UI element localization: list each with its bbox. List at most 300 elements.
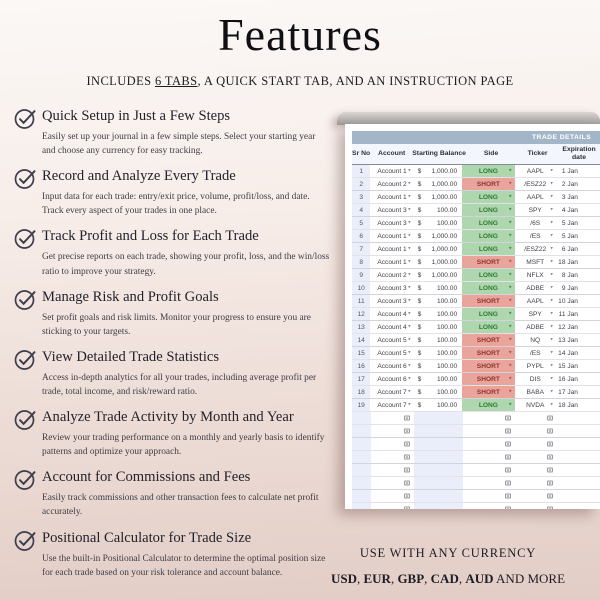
empty-dropdown-chip[interactable] <box>505 481 511 486</box>
dropdown-caret-icon <box>507 482 509 484</box>
check-circle-icon-wrap <box>13 288 42 339</box>
empty-dropdown-chip[interactable] <box>505 494 511 499</box>
dropdown-arrow-icon: ▾ <box>550 349 553 356</box>
subtitle-prefix: INCLUDES <box>86 74 155 88</box>
dropdown-arrow-icon: ▾ <box>509 310 512 317</box>
feature-text <box>42 227 337 278</box>
balance-value: 100.00 <box>436 388 458 396</box>
check-circle-icon <box>13 467 37 491</box>
ticker-select[interactable] <box>515 425 557 437</box>
account-select[interactable] <box>370 269 413 281</box>
feature-description: Access in-depth analytics for all your trades, including average profit per trade, total income, and risk/reward ratio. <box>42 372 317 397</box>
ticker-select[interactable] <box>515 334 556 346</box>
cell-expiration-date: 2 Jan <box>561 180 578 188</box>
currency-symbol: $ <box>417 297 422 305</box>
account-select[interactable] <box>371 425 415 437</box>
table-row-empty <box>352 451 600 464</box>
ticker-select[interactable] <box>515 399 556 411</box>
cell-expiration-date: 14 Jan <box>558 349 578 357</box>
cell-starting-balance <box>414 295 463 307</box>
side-select[interactable] <box>463 425 516 437</box>
account-value: Account 7 <box>377 388 407 396</box>
ticker-select[interactable] <box>515 412 557 424</box>
feature-item <box>13 227 337 278</box>
cell-expiration-date: 9 Jan <box>561 284 578 292</box>
account-select[interactable] <box>371 451 415 463</box>
balance-value: 1,000.00 <box>431 245 458 253</box>
dropdown-arrow-icon: ▾ <box>408 258 411 265</box>
currency-symbol: $ <box>417 284 422 292</box>
features-list <box>13 107 337 589</box>
currency-code-segment: USD <box>330 571 357 586</box>
empty-dropdown-chip[interactable] <box>505 442 511 447</box>
account-value: Account 6 <box>377 375 407 383</box>
side-select[interactable] <box>462 217 514 229</box>
check-circle-icon-wrap <box>13 468 42 519</box>
side-value: SHORT <box>476 388 500 396</box>
dropdown-caret-icon <box>507 456 509 458</box>
cell-starting-balance <box>414 282 463 294</box>
dropdown-arrow-icon: ▾ <box>550 310 553 317</box>
dropdown-arrow-icon: ▾ <box>509 362 512 369</box>
feature-description: Get precise reports on each trade, showing your profit, loss, and the win/loss ratio to improve your strategy. <box>42 252 330 277</box>
ticker-value: AAPL <box>526 167 544 175</box>
ticker-select[interactable] <box>515 321 556 333</box>
account-select[interactable] <box>370 321 413 333</box>
table-header-row <box>352 144 600 165</box>
cell-sr-no <box>352 451 371 463</box>
dropdown-arrow-icon: ▾ <box>408 219 411 226</box>
ticker-value: /ES <box>529 349 541 357</box>
dropdown-arrow-icon: ▾ <box>408 180 411 187</box>
balance-value: 100.00 <box>436 206 458 214</box>
dropdown-arrow-icon: ▾ <box>509 245 512 252</box>
side-select[interactable] <box>462 295 514 307</box>
account-value: Account 1 <box>377 167 407 175</box>
balance-value: 100.00 <box>436 284 458 292</box>
dropdown-arrow-icon: ▾ <box>408 206 411 213</box>
balance-value: 100.00 <box>436 349 458 357</box>
currency-symbol: $ <box>417 388 422 396</box>
side-select[interactable] <box>462 373 514 385</box>
side-select[interactable] <box>462 386 514 398</box>
dropdown-arrow-icon: ▾ <box>509 167 512 174</box>
empty-dropdown-chip[interactable] <box>505 507 511 510</box>
check-circle-icon-wrap <box>13 167 42 218</box>
table-row <box>352 321 600 334</box>
dropdown-arrow-icon: ▾ <box>550 388 553 395</box>
cell-expiration-date <box>557 451 600 463</box>
footer-currency-codes <box>303 571 593 587</box>
cell-sr-no: 16 <box>352 360 370 372</box>
ticker-select[interactable] <box>515 191 556 203</box>
cell-starting-balance <box>414 425 462 437</box>
ticker-select[interactable] <box>515 243 556 255</box>
account-select[interactable] <box>370 308 413 320</box>
side-select[interactable] <box>462 399 514 411</box>
empty-dropdown-chip[interactable] <box>505 416 511 421</box>
ticker-select[interactable] <box>515 282 556 294</box>
cell-sr-no: 13 <box>352 321 370 333</box>
dropdown-arrow-icon: ▾ <box>408 375 411 382</box>
dropdown-arrow-icon: ▾ <box>550 219 553 226</box>
ticker-value: SPY <box>528 206 542 214</box>
empty-dropdown-chip[interactable] <box>547 494 553 499</box>
cell-starting-balance <box>414 412 462 424</box>
ticker-select[interactable] <box>515 464 557 476</box>
feature-text <box>42 348 337 399</box>
trade-details-label: TRADE DETAILS <box>532 134 592 141</box>
account-value: Account 3 <box>377 297 407 305</box>
ticker-select[interactable] <box>515 477 557 489</box>
ticker-select[interactable] <box>515 178 556 190</box>
cell-starting-balance <box>414 217 463 229</box>
ticker-value: SPY <box>528 310 542 318</box>
cell-sr-no: 6 <box>352 230 370 242</box>
table-row <box>352 269 600 282</box>
ticker-value: /6S <box>530 219 541 227</box>
feature-description: Set profit goals and risk limits. Monitor your progress to ensure you are sticking to your targets. <box>42 312 311 337</box>
feature-title: Quick Setup in Just a Few Steps <box>42 108 231 124</box>
check-circle-icon-wrap <box>13 348 42 399</box>
side-select[interactable] <box>463 503 516 509</box>
side-select[interactable] <box>462 256 514 268</box>
account-select[interactable] <box>370 217 413 229</box>
cell-expiration-date: 3 Jan <box>561 193 578 201</box>
empty-dropdown-chip[interactable] <box>404 455 410 460</box>
dropdown-arrow-icon: ▾ <box>408 336 411 343</box>
ticker-select[interactable] <box>515 217 556 229</box>
dropdown-arrow-icon: ▾ <box>509 297 512 304</box>
ticker-select[interactable] <box>515 230 556 242</box>
ticker-select[interactable] <box>515 360 556 372</box>
account-value: Account 2 <box>377 271 407 279</box>
dropdown-arrow-icon: ▾ <box>550 375 553 382</box>
side-value: LONG <box>478 271 498 279</box>
feature-title: Analyze Trade Activity by Month and Year <box>42 409 294 426</box>
side-select[interactable] <box>462 308 514 320</box>
cell-sr-no <box>352 425 371 437</box>
side-value: SHORT <box>476 180 500 188</box>
column-header-expiration-date: Expiration date <box>562 146 596 161</box>
cell-starting-balance <box>414 464 462 476</box>
account-select[interactable] <box>371 503 415 509</box>
check-circle-icon <box>13 287 37 311</box>
dropdown-arrow-icon: ▾ <box>550 271 553 278</box>
side-select[interactable] <box>462 334 514 346</box>
cell-sr-no: 4 <box>352 204 370 216</box>
cell-starting-balance <box>414 269 463 281</box>
ticker-select[interactable] <box>515 503 557 509</box>
ticker-value: BABA <box>526 388 545 396</box>
dropdown-arrow-icon: ▾ <box>509 323 512 330</box>
side-value: SHORT <box>476 258 500 266</box>
currency-symbol: $ <box>417 219 422 227</box>
cell-sr-no: 15 <box>352 347 370 359</box>
account-select[interactable] <box>370 360 413 372</box>
ticker-select[interactable] <box>515 490 557 502</box>
cell-starting-balance <box>414 204 463 216</box>
side-select[interactable] <box>462 269 514 281</box>
spreadsheet-card <box>345 124 600 509</box>
currency-symbol: $ <box>417 349 422 357</box>
feature-text <box>42 468 337 519</box>
empty-dropdown-chip[interactable] <box>505 455 511 460</box>
dropdown-arrow-icon: ▾ <box>550 232 553 239</box>
dropdown-arrow-icon: ▾ <box>408 245 411 252</box>
cell-expiration-date: 5 Jan <box>561 232 578 240</box>
table-row <box>352 282 600 295</box>
side-select[interactable] <box>463 438 516 450</box>
account-select[interactable] <box>371 438 415 450</box>
account-value: Account 7 <box>377 401 407 409</box>
balance-value: 100.00 <box>436 401 458 409</box>
empty-dropdown-chip[interactable] <box>547 429 553 434</box>
currency-code-segment: AUD <box>465 571 494 586</box>
cell-starting-balance <box>414 373 463 385</box>
ticker-value: NVDA <box>526 401 545 409</box>
cell-sr-no: 17 <box>352 373 370 385</box>
empty-dropdown-chip[interactable] <box>404 429 410 434</box>
feature-title: Track Profit and Loss for Each Trade <box>42 228 259 245</box>
account-select[interactable] <box>370 178 413 190</box>
cell-starting-balance <box>414 334 463 346</box>
cell-sr-no: 7 <box>352 243 370 255</box>
dropdown-arrow-icon: ▾ <box>509 206 512 213</box>
dropdown-arrow-icon: ▾ <box>550 245 553 252</box>
account-select[interactable] <box>370 230 413 242</box>
cell-sr-no: 19 <box>352 399 370 411</box>
cell-starting-balance <box>414 477 462 489</box>
account-select[interactable] <box>370 204 413 216</box>
cell-sr-no: 18 <box>352 386 370 398</box>
currency-code-segment: EUR <box>363 571 391 586</box>
table-row <box>352 204 600 217</box>
account-select[interactable] <box>371 490 415 502</box>
side-select[interactable] <box>463 490 516 502</box>
currency-symbol: $ <box>417 362 422 370</box>
empty-dropdown-chip[interactable] <box>547 455 553 460</box>
account-value: Account 3 <box>377 219 407 227</box>
empty-dropdown-chip[interactable] <box>505 429 511 434</box>
side-select[interactable] <box>462 204 514 216</box>
empty-dropdown-chip[interactable] <box>505 468 511 473</box>
ticker-select[interactable] <box>515 308 556 320</box>
dropdown-caret-icon <box>507 495 509 497</box>
empty-dropdown-chip[interactable] <box>547 416 553 421</box>
account-select[interactable] <box>370 334 413 346</box>
balance-value: 100.00 <box>436 336 458 344</box>
side-select[interactable] <box>462 230 514 242</box>
column-header-sr-no: Sr No <box>352 150 371 158</box>
dropdown-arrow-icon: ▾ <box>509 271 512 278</box>
dropdown-arrow-icon: ▾ <box>550 258 553 265</box>
cell-expiration-date <box>557 438 600 450</box>
column-header-side: Side <box>483 150 499 158</box>
cell-starting-balance <box>414 230 463 242</box>
cell-sr-no <box>352 490 371 502</box>
dropdown-caret-icon <box>507 469 509 471</box>
ticker-value: DIS <box>529 375 541 383</box>
side-select[interactable] <box>462 243 514 255</box>
currency-symbol: $ <box>417 401 422 409</box>
dropdown-caret-icon <box>406 456 408 458</box>
ticker-select[interactable] <box>515 165 556 177</box>
side-select[interactable] <box>462 178 514 190</box>
dropdown-caret-icon <box>549 417 551 419</box>
currency-code-segment: , <box>356 571 364 586</box>
account-value: Account 3 <box>377 206 407 214</box>
dropdown-arrow-icon: ▾ <box>550 362 553 369</box>
dropdown-arrow-icon: ▾ <box>408 362 411 369</box>
ticker-value: AAPL <box>526 193 544 201</box>
side-select[interactable] <box>462 282 514 294</box>
table-row <box>352 347 600 360</box>
cell-expiration-date: 4 Jan <box>561 206 578 214</box>
cell-sr-no: 3 <box>352 191 370 203</box>
ticker-select[interactable] <box>515 204 556 216</box>
account-select[interactable] <box>371 464 415 476</box>
account-select[interactable] <box>371 412 415 424</box>
empty-dropdown-chip[interactable] <box>404 442 410 447</box>
side-select[interactable] <box>462 321 514 333</box>
table-row <box>352 165 600 178</box>
feature-description: Review your trading performance on a monthly and yearly basis to identify patterns and optimize your approach. <box>42 433 325 458</box>
check-circle-icon-wrap <box>13 408 42 459</box>
side-select[interactable] <box>463 477 516 489</box>
account-value: Account 6 <box>377 362 407 370</box>
cell-sr-no <box>352 438 371 450</box>
cell-expiration-date <box>557 412 600 424</box>
cell-expiration-date <box>557 425 600 437</box>
account-select[interactable] <box>370 399 413 411</box>
ticker-select[interactable] <box>515 451 557 463</box>
feature-item <box>13 288 337 339</box>
side-select[interactable] <box>462 191 514 203</box>
table-row-empty <box>352 464 600 477</box>
ticker-select[interactable] <box>515 256 556 268</box>
empty-dropdown-chip[interactable] <box>547 481 553 486</box>
balance-value: 100.00 <box>436 323 458 331</box>
feature-title: Record and Analyze Every Trade <box>42 168 236 185</box>
side-select[interactable] <box>463 412 516 424</box>
ticker-select[interactable] <box>515 386 556 398</box>
ticker-select[interactable] <box>515 438 557 450</box>
ticker-value: /ESZ22 <box>524 245 547 253</box>
account-select[interactable] <box>370 191 413 203</box>
account-select[interactable] <box>370 347 413 359</box>
side-select[interactable] <box>462 165 514 177</box>
table-row-empty <box>352 490 600 503</box>
account-select[interactable] <box>370 373 413 385</box>
ticker-select[interactable] <box>515 373 556 385</box>
dropdown-arrow-icon: ▾ <box>509 193 512 200</box>
dropdown-caret-icon <box>549 482 551 484</box>
currency-symbol: $ <box>417 323 422 331</box>
dropdown-arrow-icon: ▾ <box>408 271 411 278</box>
side-select[interactable] <box>463 451 516 463</box>
account-select[interactable] <box>371 477 415 489</box>
dropdown-arrow-icon: ▾ <box>408 284 411 291</box>
table-row-empty <box>352 425 600 438</box>
account-value: Account 4 <box>377 310 407 318</box>
dropdown-arrow-icon: ▾ <box>408 167 411 174</box>
account-select[interactable] <box>370 386 413 398</box>
table-row <box>352 217 600 230</box>
empty-dropdown-chip[interactable] <box>404 507 410 510</box>
empty-dropdown-chip[interactable] <box>547 442 553 447</box>
empty-dropdown-chip[interactable] <box>404 468 410 473</box>
ticker-select[interactable] <box>515 347 556 359</box>
currency-symbol: $ <box>417 310 422 318</box>
empty-dropdown-chip[interactable] <box>404 481 410 486</box>
dropdown-caret-icon <box>507 508 509 509</box>
side-value: SHORT <box>476 297 500 305</box>
ticker-select[interactable] <box>515 295 556 307</box>
side-select[interactable] <box>462 347 514 359</box>
dropdown-arrow-icon: ▾ <box>408 349 411 356</box>
cell-starting-balance <box>414 243 463 255</box>
cell-starting-balance <box>414 399 463 411</box>
account-select[interactable] <box>370 165 413 177</box>
empty-dropdown-chip[interactable] <box>547 507 553 510</box>
dropdown-arrow-icon: ▾ <box>550 297 553 304</box>
dropdown-arrow-icon: ▾ <box>408 297 411 304</box>
dropdown-arrow-icon: ▾ <box>550 206 553 213</box>
balance-value: 1,000.00 <box>431 193 458 201</box>
side-value: LONG <box>478 232 498 240</box>
dropdown-caret-icon <box>406 469 408 471</box>
ticker-value: NQ <box>530 336 541 344</box>
account-select[interactable] <box>370 282 413 294</box>
table-body <box>352 165 600 509</box>
dropdown-caret-icon <box>406 508 408 509</box>
feature-description: Input data for each trade: entry/exit price, volume, profit/loss, and date. Track every aspect of your trades in one place. <box>42 192 310 217</box>
cell-sr-no: 11 <box>352 295 370 307</box>
currency-symbol: $ <box>417 245 422 253</box>
ticker-value: ADBE <box>526 284 545 292</box>
side-select[interactable] <box>462 360 514 372</box>
empty-dropdown-chip[interactable] <box>404 416 410 421</box>
page-subtitle <box>0 74 600 89</box>
cell-sr-no: 5 <box>352 217 370 229</box>
balance-value: 1,000.00 <box>431 258 458 266</box>
cell-sr-no <box>352 412 371 424</box>
table-row-empty <box>352 438 600 451</box>
table-row-empty <box>352 477 600 490</box>
currency-symbol: $ <box>417 336 422 344</box>
empty-dropdown-chip[interactable] <box>404 494 410 499</box>
cell-sr-no: 9 <box>352 269 370 281</box>
account-select[interactable] <box>370 243 413 255</box>
side-value: LONG <box>478 284 498 292</box>
cell-starting-balance <box>414 451 462 463</box>
account-select[interactable] <box>370 256 413 268</box>
balance-value: 1,000.00 <box>431 180 458 188</box>
subtitle-tabs-underlined: 6 TABS <box>154 74 198 88</box>
check-circle-icon-wrap <box>13 107 42 158</box>
column-header-ticker: Ticker <box>527 150 548 158</box>
side-select[interactable] <box>463 464 516 476</box>
table-row-empty <box>352 412 600 425</box>
cell-starting-balance <box>414 191 463 203</box>
empty-dropdown-chip[interactable] <box>547 468 553 473</box>
account-select[interactable] <box>370 295 413 307</box>
account-value: Account 1 <box>377 232 407 240</box>
feature-title: Positional Calculator for Trade Size <box>42 529 252 546</box>
cell-starting-balance <box>414 178 463 190</box>
ticker-select[interactable] <box>515 269 556 281</box>
